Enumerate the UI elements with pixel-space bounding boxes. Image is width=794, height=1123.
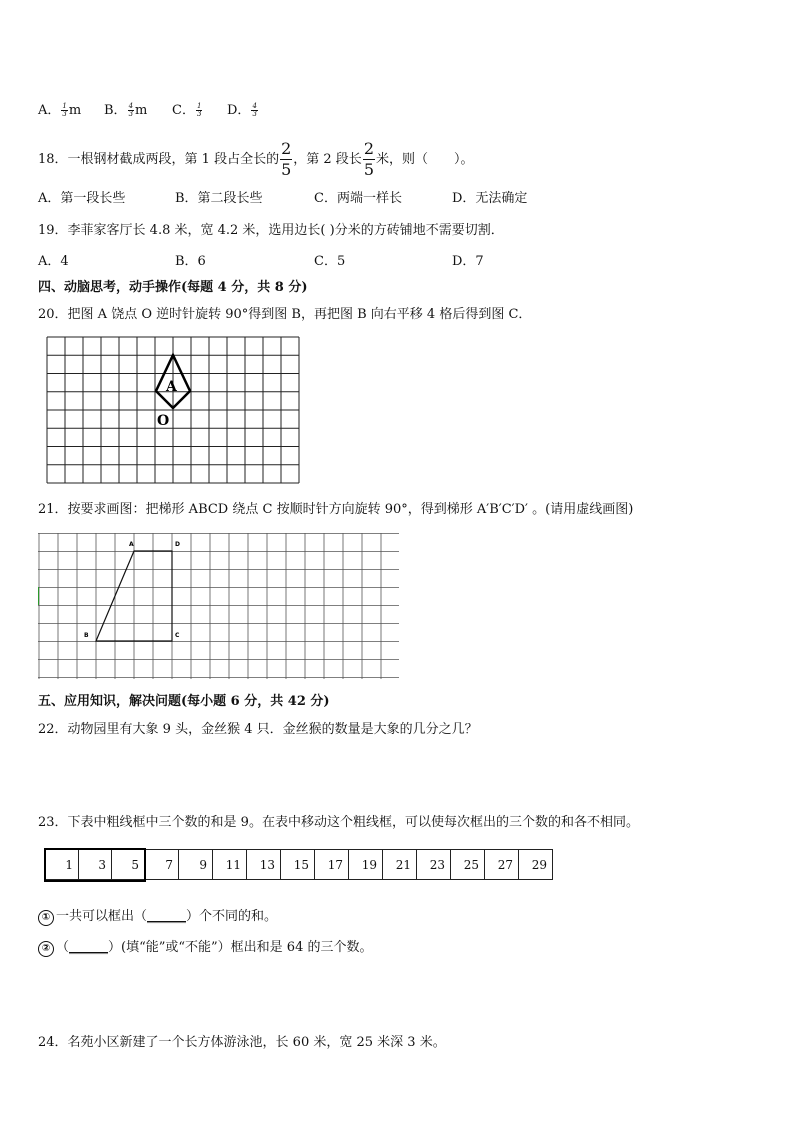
number-cell: 29 (519, 850, 553, 880)
q17-option-d (227, 99, 259, 118)
fraction-denominator: 3 (252, 110, 257, 118)
fraction (196, 103, 202, 118)
q17-option-c (172, 99, 203, 118)
q19-option-d: D．7 (452, 254, 484, 269)
q17-option-a (38, 99, 81, 118)
option-letter: B． (104, 103, 127, 118)
q18-option-b: B．第二段长些 (175, 191, 263, 206)
number-cell: 13 (247, 850, 281, 880)
vertex-b-label: B (84, 632, 89, 639)
q21-question: 21．按要求画图：把梯形 ABCD 绕点 C 按顺时针方向旋转 90°，得到梯形 A′B′C′D′ 。(请用虚线画图) (38, 502, 634, 517)
q22-question: 22．动物园里有大象 9 头，金丝猴 4 只．金丝猴的数量是大象的几分之几？ (38, 722, 478, 737)
answer-blank[interactable]: ______ (69, 940, 109, 955)
fraction (61, 103, 67, 118)
fraction (363, 141, 375, 178)
q20-question: 20．把图 A 饶点 O 逆时针旋转 90°得到图 B，再把图 B 向右平移 4 格后得到图 C． (38, 307, 532, 322)
section-4-heading: 四、动脑思考，动手操作(每题 4 分，共 8 分) (38, 280, 308, 295)
q18-option-a: A．第一段长些 (38, 191, 126, 206)
grid-lines (38, 533, 399, 679)
option-unit: m (68, 103, 82, 118)
q20-grid-figure (46, 336, 300, 484)
section-5-heading: 五、应用知识，解决问题(每小题 6 分，共 42 分) (38, 694, 330, 709)
option-unit: m (135, 103, 148, 118)
q17-option-b (104, 99, 147, 118)
q18-text-a: 18．一根钢材截成两段，第 1 段占全长的 (38, 152, 280, 167)
number-cell: 25 (451, 850, 485, 880)
circled-number-icon: ① (38, 910, 54, 926)
number-cell: 1 (46, 850, 79, 880)
vertex-d-label: D (175, 541, 180, 548)
fraction-numerator: 2 (363, 139, 374, 158)
circled-number-icon: ② (38, 941, 54, 957)
q23-sub2-text-b: ）(填“能”或“不能”）框出和是 64 的三个数。 (108, 940, 373, 955)
fraction (280, 141, 292, 178)
q19-option-a: A．4 (38, 254, 69, 269)
q18-text-b: ，第 2 段长 (293, 152, 362, 167)
fraction-denominator: 3 (128, 110, 134, 118)
fraction-denominator: 3 (196, 110, 202, 118)
fraction-numerator: 4 (128, 102, 134, 110)
grid-lines (47, 337, 299, 483)
number-cell: 7 (145, 850, 179, 880)
number-cell: 15 (281, 850, 315, 880)
fraction (128, 103, 134, 118)
q24-question: 24．名苑小区新建了一个长方体游泳池，长 60 米，宽 25 米深 3 米。 (38, 1035, 446, 1050)
fraction (251, 103, 257, 118)
q23-question: 23．下表中粗线框中三个数的和是 9。在表中移动这个粗线框，可以使每次框出的三个数的和各不相同。 (38, 815, 639, 830)
fraction-numerator: 1 (196, 102, 202, 110)
number-cell: 5 (112, 850, 145, 880)
shape-a-label: A (166, 379, 177, 395)
fraction-denominator: 5 (363, 160, 374, 179)
q18-option-d: D．无法确定 (452, 191, 528, 206)
answer-blank[interactable]: ______ (147, 909, 187, 924)
q23-sub1-text-a: 一共可以框出（ (56, 909, 148, 924)
q23-sub-question-2 (38, 936, 372, 957)
fraction-numerator: 2 (281, 139, 292, 158)
number-cell: 27 (485, 850, 519, 880)
number-cell: 23 (417, 850, 451, 880)
q19-option-c: C．5 (314, 254, 346, 269)
option-letter: C． (172, 103, 195, 118)
q23-sub1-text-b: ）个不同的和。 (186, 909, 278, 924)
fraction-numerator: 4 (252, 102, 257, 110)
fraction-numerator: 1 (62, 102, 67, 110)
q21-grid-figure (38, 533, 399, 680)
number-cell: 9 (179, 850, 213, 880)
q19-option-b: B．6 (175, 254, 206, 269)
q18-question (38, 141, 474, 178)
vertex-a-label: A (129, 541, 134, 548)
fraction-denominator: 5 (281, 160, 292, 179)
q23-sub2-text-a: （ (56, 940, 70, 955)
point-o-label: O (157, 413, 170, 429)
number-cell: 19 (349, 850, 383, 880)
q19-question: 19．李菲家客厅长 4.8 米，宽 4.2 米，选用边长( )分米的方砖铺地不需要切割． (38, 223, 504, 238)
q18-option-c: C．两端一样长 (314, 191, 402, 206)
number-cell: 11 (213, 850, 247, 880)
fraction-denominator: 3 (62, 110, 67, 118)
number-cell: 3 (79, 850, 112, 880)
q18-text-c: 米，则（ ）。 (376, 152, 474, 167)
option-letter: D． (227, 103, 251, 118)
q23-thick-frame (44, 848, 146, 882)
number-cell: 21 (383, 850, 417, 880)
number-cell: 17 (315, 850, 349, 880)
q23-sub-question-1 (38, 905, 277, 926)
option-letter: A． (38, 103, 61, 118)
vertex-c-label: C (175, 632, 180, 639)
